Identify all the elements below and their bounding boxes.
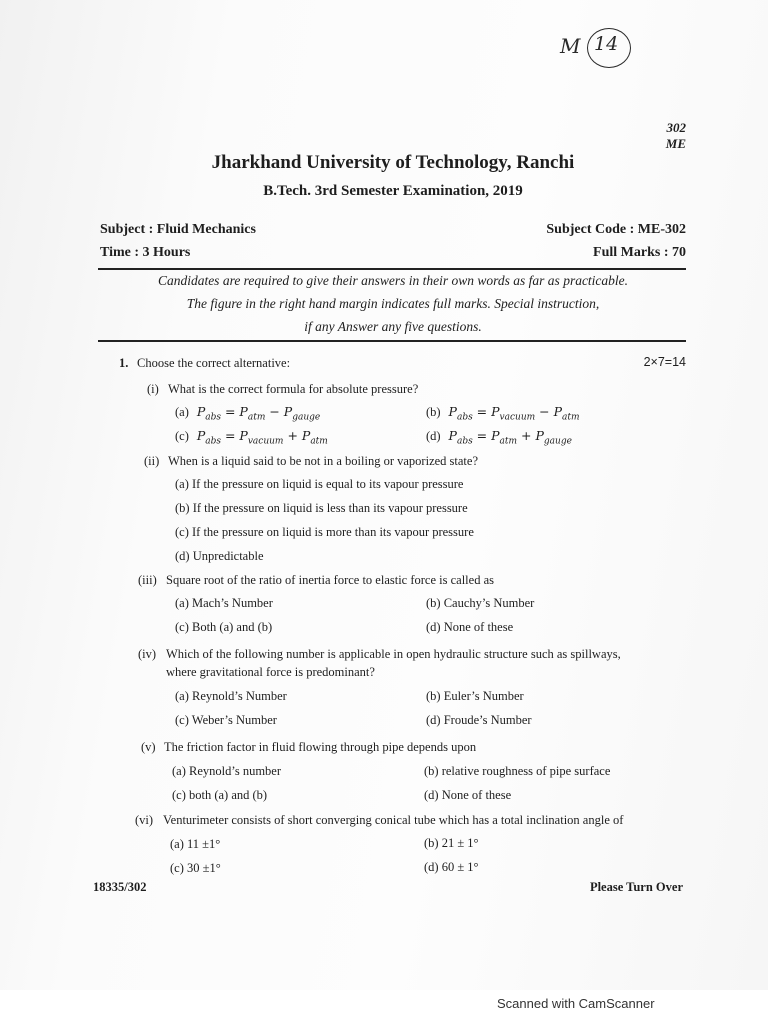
option: (d) Unpredictable — [175, 549, 264, 563]
option: (d) None of these — [426, 620, 514, 634]
option: (c) Both (a) and (b) — [175, 620, 273, 634]
sub-question-text-continued: where gravitational force is predominant? — [166, 665, 375, 679]
sub-question-number: (iv) — [138, 647, 157, 661]
question-text: Choose the correct alternative: — [137, 356, 291, 370]
option: (d) Froude’s Number — [426, 713, 532, 727]
option: (d) 60 ± 1° — [424, 860, 479, 874]
option: (a) If the pressure on liquid is equal to its vapour pressure — [175, 477, 464, 491]
sub-question-number: (ii) — [144, 454, 160, 468]
option: (a) Reynold’s Number — [175, 689, 287, 703]
option: (a) Mach’s Number — [175, 596, 273, 610]
option: (c) If the pressure on liquid is more than its vapour pressure — [175, 525, 474, 539]
sub-question-text: Which of the following number is applicable in open hydraulic structure such as spillways, — [166, 647, 621, 661]
option: (c) Weber’s Number — [175, 713, 277, 727]
sub-question-number: (v) — [141, 740, 156, 754]
exam-title: B.Tech. 3rd Semester Examination, 2019 — [263, 183, 523, 199]
instruction-line: if any Answer any five questions. — [304, 319, 482, 334]
sub-question-text: Square root of the ratio of inertia force to elastic force is called as — [166, 573, 494, 587]
sub-question-number: (iii) — [138, 573, 157, 587]
paper-code-branch: ME — [665, 136, 686, 151]
please-turn-over: Please Turn Over — [589, 880, 683, 894]
formula-option-c: (c) $P_{abs} = P_{vacuum} + P_{atm}$ — [175, 428, 328, 447]
scanner-watermark: Scanned with CamScanner — [497, 996, 655, 1011]
option: (b) Cauchy’s Number — [426, 596, 535, 610]
divider-bottom — [98, 340, 686, 342]
option: (b) relative roughness of pipe surface — [424, 764, 611, 778]
subject-code-label: Subject Code : ME-302 — [546, 222, 686, 237]
instruction-line: The figure in the right hand margin indicates full marks. Special instruction, — [186, 296, 600, 311]
sub-question-text: What is the correct formula for absolute pressure? — [168, 382, 419, 396]
option: (d) None of these — [424, 788, 512, 802]
option: (b) Euler’s Number — [426, 689, 524, 703]
formula-option-a: (a) $P_{abs} = P_{atm} - P_{gauge}$ — [175, 404, 321, 423]
option: (a) 11 ±1° — [170, 837, 221, 851]
option: (b) If the pressure on liquid is less than its vapour pressure — [175, 501, 468, 515]
formula-option-d: (d) $P_{abs} = P_{atm} + P_{gauge}$ — [426, 428, 572, 447]
divider-top — [98, 268, 686, 270]
sub-question-text: When is a liquid said to be not in a boiling or vaporized state? — [168, 454, 478, 468]
sub-question-number: (vi) — [135, 813, 154, 827]
university-title: Jharkhand University of Technology, Ranchi — [211, 152, 575, 173]
full-marks-label: Full Marks : 70 — [593, 245, 686, 260]
question-marks: 2×7=14 — [643, 355, 686, 369]
option: (a) Reynold’s number — [172, 764, 282, 778]
handwritten-number: 14 — [594, 33, 619, 55]
option: (b) 21 ± 1° — [424, 836, 479, 850]
instruction-line: Candidates are required to give their answers in their own words as far as practicable. — [157, 273, 629, 288]
option: (c) 30 ±1° — [170, 861, 221, 875]
sub-question-number: (i) — [147, 382, 159, 396]
handwritten-letter: M — [560, 34, 581, 58]
time-label: Time : 3 Hours — [100, 245, 191, 260]
subject-label: Subject : Fluid Mechanics — [100, 222, 256, 237]
formula-option-b: (b) $P_{abs} = P_{vacuum} - P_{atm}$ — [426, 404, 580, 423]
sub-question-text: Venturimeter consists of short converging conical tube which has a total inclination angle of — [163, 813, 624, 827]
question-number: 1. — [119, 356, 129, 370]
paper-serial: 18335/302 — [93, 880, 147, 894]
paper-code-number: 302 — [666, 120, 686, 135]
sub-question-text: The friction factor in fluid flowing through pipe depends upon — [164, 740, 477, 754]
option: (c) both (a) and (b) — [172, 788, 268, 802]
